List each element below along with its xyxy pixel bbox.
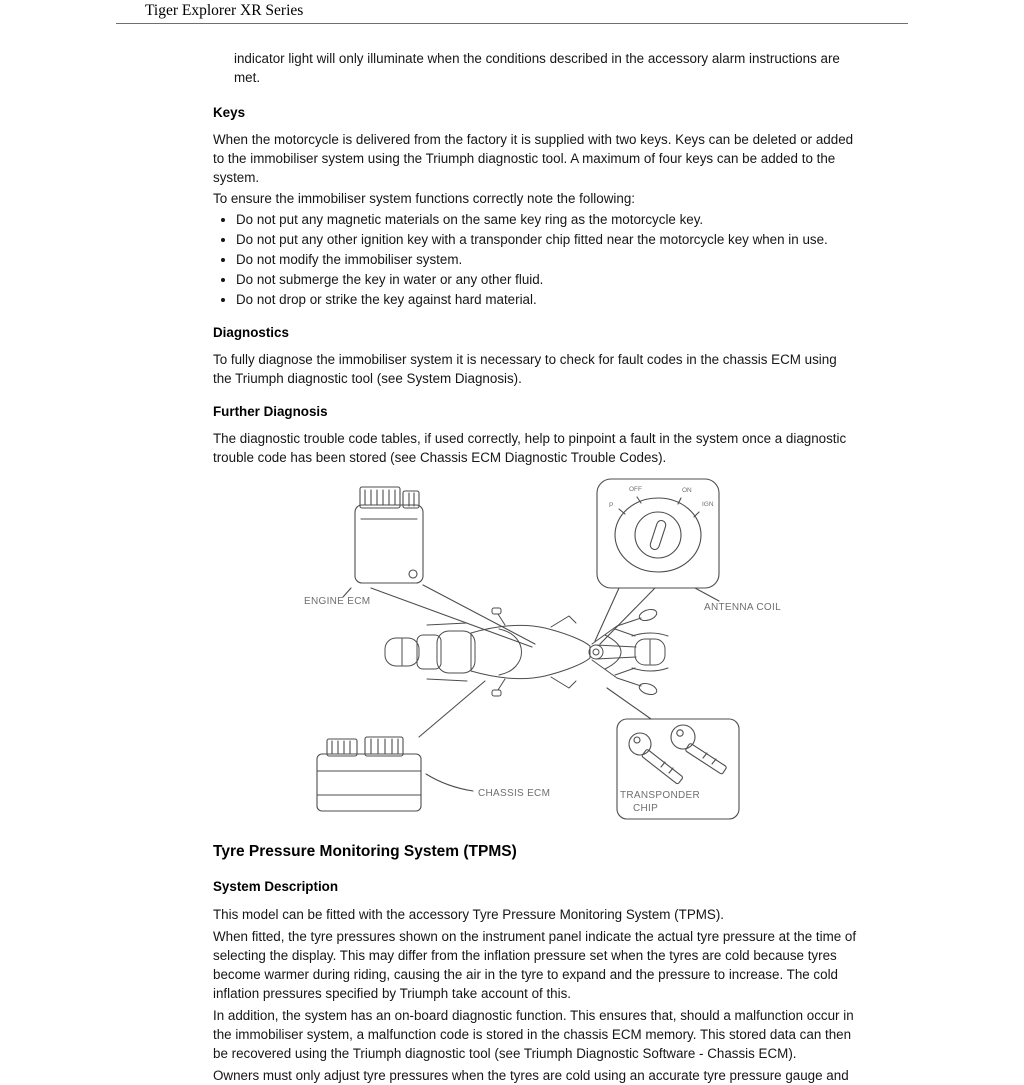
list-item: • Do not put any magnetic materials on the same key ring as the motorcycle key. xyxy=(236,210,857,229)
engine-ecm-illustration xyxy=(355,487,423,583)
diagram-canvas xyxy=(299,475,789,831)
motorcycle-top-view-illustration xyxy=(385,607,668,696)
ignition-marking-p: P xyxy=(609,502,614,509)
chassis-ecm-illustration xyxy=(317,737,421,811)
heading-keys: Keys xyxy=(213,105,246,120)
ignition-marking-on: ON xyxy=(682,487,692,494)
keys-bullet-list xyxy=(213,210,857,309)
diagnostics-paragraph: To fully diagnose the immobiliser system it is necessary to check for fault codes in the chassis ECM using the Triumph diagnostic tool (see System Diagnosis). xyxy=(213,352,837,386)
label-transponder-chip-line2: CHIP xyxy=(633,803,659,814)
label-chassis-ecm: CHASSIS ECM xyxy=(478,788,551,799)
list-item: • Do not submerge the key in water or any other fluid. xyxy=(236,270,857,289)
header-rule xyxy=(116,23,908,24)
tpms-paragraph-2: When fitted, the tyre pressures shown on the instrument panel indicate the actual tyre pressure at the time of selecting the display. This may differ from the inflation pressure set when the tyres are cold because tyres become warmer during riding, causing the air in the tyre to expand and the pressure to increase. The cold inflation pressures specified by Triumph take account of this. xyxy=(213,929,857,1001)
ignition-marking-off: OFF xyxy=(629,486,642,493)
heading-diagnostics: Diagnostics xyxy=(213,325,289,340)
label-transponder-chip-line1: TRANSPONDER xyxy=(620,790,700,801)
leader-line-antenna-coil-label xyxy=(695,588,719,601)
list-item: • Do not drop or strike the key against hard material. xyxy=(236,290,857,309)
list-item: • Do not modify the immobiliser system. xyxy=(236,250,857,269)
paragraph-continuation: indicator light will only illuminate when the conditions described in the accessory alarm instructions are met. xyxy=(234,51,840,85)
antenna-coil-illustration xyxy=(597,479,719,588)
tpms-paragraph-1: This model can be fitted with the accessory Tyre Pressure Monitoring System (TPMS). xyxy=(213,907,725,922)
tpms-paragraph-4: Owners must only adjust tyre pressures when the tyres are cold using an accurate tyre pressure gauge and xyxy=(213,1068,849,1083)
heading-system-description: System Description xyxy=(213,879,339,894)
callout-line-chassis-ecm xyxy=(419,681,485,737)
keys-paragraph-2: To ensure the immobiliser system functions correctly note the following: xyxy=(213,191,635,206)
heading-tpms: Tyre Pressure Monitoring System (TPMS) xyxy=(213,843,517,860)
ignition-marking-ign: IGN xyxy=(702,501,714,508)
immobiliser-component-diagram xyxy=(299,475,857,836)
tpms-paragraph-3: In addition, the system has an on-board diagnostic function. This ensures that, should a malfunction occur in the immobiliser system, a malfunction code is stored in the chassis ECM memory. This stored data can then be recovered using the Triumph diagnostic tool (see Triumph Diagnostic Software - Chassis ECM). xyxy=(213,1008,854,1061)
document-title: Tiger Explorer XR Series xyxy=(145,2,304,19)
label-engine-ecm: ENGINE ECM xyxy=(304,596,371,607)
heading-further-diagnosis: Further Diagnosis xyxy=(213,404,328,419)
leader-line-chassis-ecm-label xyxy=(426,774,473,791)
list-item: • Do not put any other ignition key with a transponder chip fitted near the motorcycle key when in use. xyxy=(236,230,857,249)
callout-line-antenna-coil-2 xyxy=(600,588,655,644)
further-diagnosis-paragraph: The diagnostic trouble code tables, if used correctly, help to pinpoint a fault in the system once a diagnostic trouble code has been stored (see Chassis ECM Diagnostic Trouble Codes). xyxy=(213,431,847,465)
label-antenna-coil: ANTENNA COIL xyxy=(704,602,781,613)
keys-paragraph-1: When the motorcycle is delivered from the factory it is supplied with two keys. Keys can be deleted or added to the immobiliser system using the Triumph diagnostic tool. A maximum of four keys can be added to the system. xyxy=(213,132,854,185)
document-page xyxy=(213,38,857,1085)
callout-lines xyxy=(343,585,719,791)
